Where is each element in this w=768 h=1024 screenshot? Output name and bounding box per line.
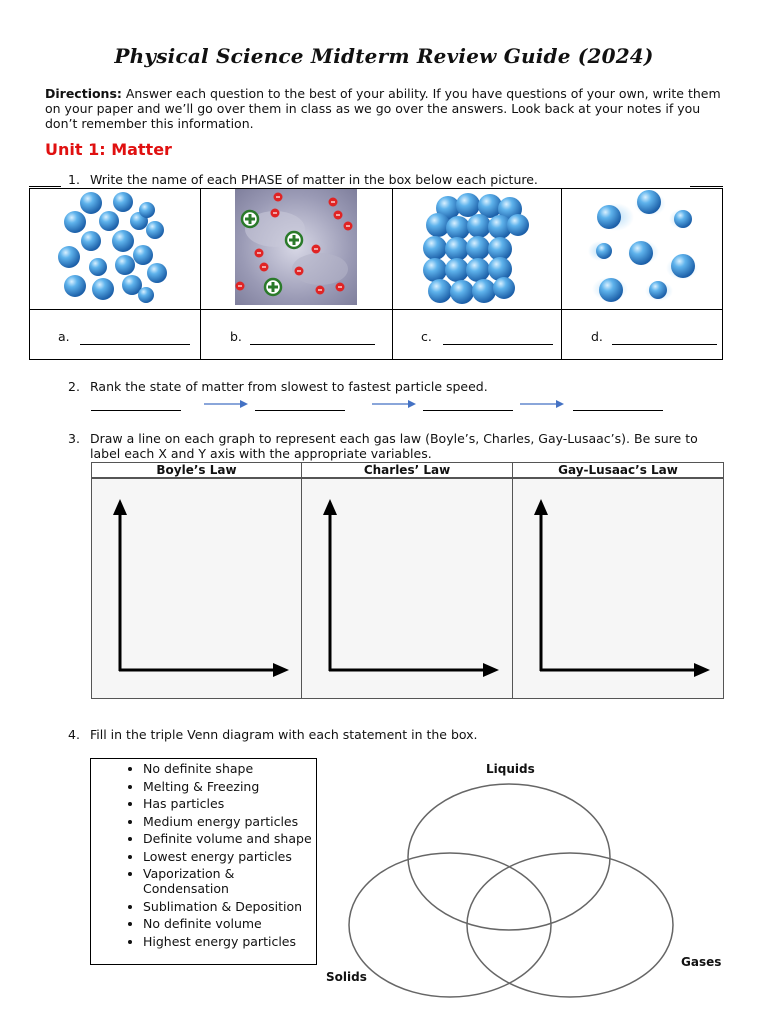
q1-rule: [29, 186, 61, 187]
graph-charles[interactable]: [301, 478, 513, 699]
statement-list: [91, 761, 312, 949]
answer-label-a: a.: [58, 329, 70, 344]
rank-blank-1[interactable]: [91, 410, 181, 411]
directions-line-2: on your paper and we’ll go over them in class as we go over the answers. Look back at your notes if you: [45, 101, 701, 116]
plasma-particles-picture: [235, 189, 357, 305]
venn-diagram[interactable]: [340, 775, 680, 1005]
phase-divider: [392, 189, 393, 359]
graph-boyles[interactable]: [91, 478, 302, 699]
list-item: • Vaporization & Condensation: [143, 866, 312, 896]
page-title: Physical Science Midterm Review Guide (2024): [114, 44, 654, 68]
graph-title-charles: Charles’ Law: [301, 462, 513, 478]
q1-number: 1.: [68, 172, 80, 187]
list-item: • Sublimation & Deposition: [143, 899, 312, 914]
rank-blank-3[interactable]: [423, 410, 513, 411]
right-arrow-icon: [520, 398, 564, 410]
axes-icon: [513, 479, 725, 700]
rank-blank-4[interactable]: [573, 410, 663, 411]
phase-divider: [200, 189, 201, 359]
list-item: • Lowest energy particles: [143, 849, 312, 864]
answer-label-d: d.: [591, 329, 603, 344]
q4-text: Fill in the triple Venn diagram with each statement in the box.: [90, 727, 478, 742]
directions: [45, 86, 735, 131]
q4-number: 4.: [68, 727, 80, 742]
list-item: • Medium energy particles: [143, 814, 312, 829]
list-item: • No definite volume: [143, 916, 312, 931]
q1-text: Write the name of each PHASE of matter in the box below each picture.: [90, 172, 538, 187]
phase-divider: [561, 189, 562, 359]
statement-box: [90, 758, 317, 965]
answer-label-c: c.: [421, 329, 432, 344]
graph-gay-lusaac[interactable]: [512, 478, 724, 699]
axes-icon: [302, 479, 514, 700]
graph-title-boyles: Boyle’s Law: [91, 462, 302, 478]
list-item: • Has particles: [143, 796, 312, 811]
venn-label-liquids: Liquids: [486, 762, 535, 776]
answer-blank-a[interactable]: [80, 344, 190, 345]
gas-particles-picture: [588, 189, 706, 307]
axes-icon: [92, 479, 303, 700]
answer-blank-c[interactable]: [443, 344, 553, 345]
right-arrow-icon: [372, 398, 416, 410]
q2-number: 2.: [68, 379, 80, 394]
directions-label: Directions:: [45, 86, 122, 101]
venn-label-gases: Gases: [681, 955, 722, 969]
list-item: • Highest energy particles: [143, 934, 312, 949]
answer-blank-d[interactable]: [612, 344, 717, 345]
list-item: • No definite shape: [143, 761, 312, 776]
directions-line-3: don’t remember this information.: [45, 116, 254, 131]
directions-line-1: Answer each question to the best of your ability. If you have questions of your own, write them: [121, 86, 721, 101]
phase-row-divider: [30, 309, 722, 310]
liquid-particles-picture: [55, 189, 185, 309]
solid-particles-picture: [420, 193, 530, 305]
list-item: • Definite volume and shape: [143, 831, 312, 846]
right-arrow-icon: [204, 398, 248, 410]
answer-blank-b[interactable]: [250, 344, 375, 345]
q1-rule: [690, 186, 723, 187]
unit-heading: Unit 1: Matter: [45, 140, 172, 159]
answer-label-b: b.: [230, 329, 242, 344]
q3-text-line-1: Draw a line on each graph to represent each gas law (Boyle’s, Charles, Gay-Lusaac’s). Be sure to: [90, 431, 698, 446]
graph-title-gay-lusaac: Gay-Lusaac’s Law: [512, 462, 724, 478]
q3-text: [90, 431, 730, 461]
list-item: • Melting & Freezing: [143, 779, 312, 794]
phase-table: [29, 188, 723, 360]
q3-text-line-2: label each X and Y axis with the appropriate variables.: [90, 446, 432, 461]
rank-blank-2[interactable]: [255, 410, 345, 411]
q2-text: Rank the state of matter from slowest to fastest particle speed.: [90, 379, 488, 394]
q3-number: 3.: [68, 431, 80, 446]
venn-label-solids: Solids: [326, 970, 367, 984]
